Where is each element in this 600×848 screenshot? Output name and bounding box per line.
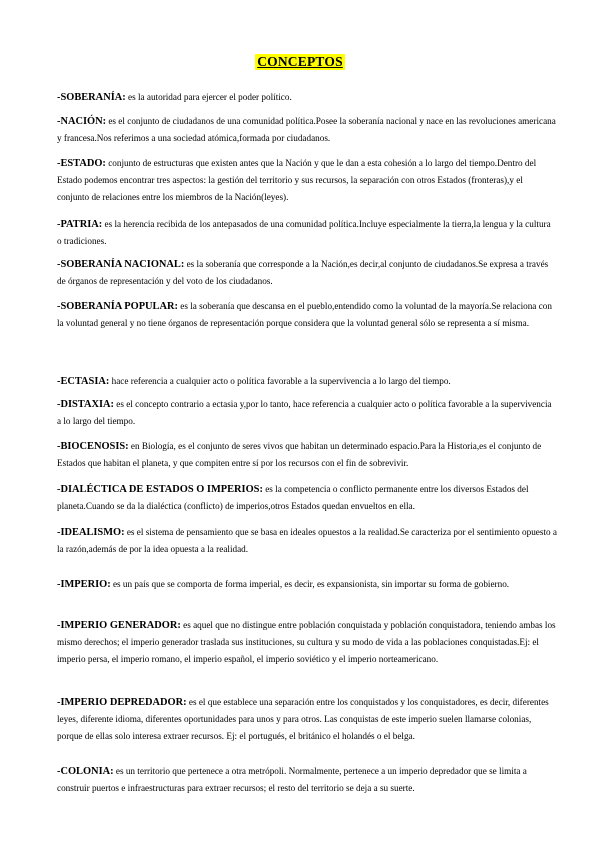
concept-soberania-popular [57, 298, 557, 332]
concept-definition: es la soberanía que descansa en el pueblo,entendido como la voluntad de la mayoría.Se relaciona con la voluntad general y no tiene órganos de representación porque considera que la voluntad general sólo se representa a sí misma. [57, 301, 552, 328]
concept-definition: conjunto de estructuras que existen antes que la Nación y que le dan a esta cohesión a lo largo del tiempo.Dentro del Estado podemos encontrar tres aspectos: la gestión del territorio y sus recursos, la separación con otros Estados (fronteras),y el conjunto de relaciones entre los miembros de la Nación(leyes). [57, 158, 537, 202]
page-title: CONCEPTOS [257, 54, 343, 69]
concept-ectasia [57, 373, 557, 390]
concept-definition: es el conjunto de ciudadanos de una comunidad política.Posee la soberanía nacional y nace en las revoluciones americana y francesa.Nos referimos a una sociedad atómica,formada por ciudadanos. [57, 116, 556, 143]
concept-colonia [57, 763, 557, 797]
title-container [0, 53, 600, 71]
concept-definition: es un territorio que pertenece a otra metrópoli. Normalmente, pertenece a un imperio depredador que se limita a construir puertos e infraestructuras para extraer recursos; el resto del territorio se deja a su suerte. [57, 766, 527, 793]
concept-definition: es aquel que no distingue entre población conquistada y población conquistadora, teniendo ambas los mismo derechos; el imperio generador traslada sus instituciones, su cultura y su modo de vida a las poblaciones conquistadas.Ej: el imperio persa, el imperio romano, el imperio español, el imperio soviético y el imperio norteamericano. [57, 620, 556, 664]
concept-term: -IMPERIO GENERADOR: [57, 620, 181, 631]
concept-distaxia [57, 396, 557, 430]
concept-term: -DIALÉCTICA DE ESTADOS O IMPERIOS: [57, 484, 263, 495]
concept-term: -SOBERANÍA NACIONAL: [57, 259, 185, 270]
concept-soberania-nacional [57, 256, 557, 290]
concept-term: -DISTAXIA: [57, 399, 114, 410]
concept-term: -NACIÓN: [57, 116, 107, 127]
concept-imperio [57, 576, 557, 593]
concept-term: -PATRIA: [57, 219, 103, 230]
concept-definition: es la competencia o conflicto permanente entre los diversos Estados del planeta.Cuando se da la dialéctica (conflicto) de imperios,otros Estados quedan envueltos en ella. [57, 484, 529, 511]
concept-term: -IMPERIO DEPREDADOR: [57, 697, 187, 708]
concept-dialectica [57, 481, 557, 515]
concept-idealismo [57, 524, 557, 558]
concept-patria [57, 216, 557, 250]
concept-definition: es la herencia recibida de los antepasados de una comunidad política.Incluye especialmente la tierra,la lengua y la cultura o tradiciones. [57, 219, 551, 246]
concept-term: -SOBERANÍA: [57, 92, 126, 103]
concept-term: -ECTASIA: [57, 376, 110, 387]
concept-term: -SOBERANÍA POPULAR: [57, 301, 178, 312]
concept-biocenosis [57, 438, 557, 472]
concept-definition: es el concepto contrario a ectasia y,por lo tanto, hace referencia a cualquier acto o política favorable a la supervivencia a lo largo del tiempo. [57, 399, 552, 426]
concept-definition: es la soberanía que corresponde a la Nación,es decir,al conjunto de ciudadanos.Se expresa a través de órganos de representación y del voto de los ciudadanos. [57, 259, 549, 286]
concept-definition: es el sistema de pensamiento que se basa en ideales opuestos a la realidad.Se caracteriza por el sentimiento opuesto a la razón,además de por la idea opuesta a la realidad. [57, 527, 557, 554]
concept-imperio-generador [57, 617, 557, 668]
concept-term: -BIOCENOSIS: [57, 441, 129, 452]
concept-imperio-depredador [57, 694, 557, 745]
concept-definition: es el que establece una separación entre los conquistados y los conquistadores, es decir, diferentes leyes, diferente idioma, diferentes oportunidades para unos y para otros. Las conquistas de este imperio suelen llamarse colonias, porque de ellas solo interesa extraer recursos. Ej: el portugués, el británico el holandés o el belga. [57, 697, 549, 741]
concept-definition: es un país que se comporta de forma imperial, es decir, es expansionista, sin importar su forma de gobierno. [110, 579, 510, 589]
concept-term: -COLONIA: [57, 766, 114, 777]
concept-soberania [57, 89, 557, 106]
concept-term: -IMPERIO: [57, 579, 111, 590]
concept-estado [57, 155, 557, 206]
concept-term: -ESTADO: [57, 158, 106, 169]
concept-definition: es la autoridad para ejercer el poder político. [125, 92, 292, 102]
concept-definition: en Biología, es el conjunto de seres vivos que habitan un determinado espacio.Para la Historia,es el conjunto de Estados que habitan el planeta, y que compiten entre sí por los recursos con el fin de sobrevivir. [57, 441, 542, 468]
concept-definition: hace referencia a cualquier acto o política favorable a la supervivencia a lo largo del tiempo. [109, 376, 451, 386]
concept-term: -IDEALISMO: [57, 527, 125, 538]
concept-nacion [57, 113, 557, 147]
